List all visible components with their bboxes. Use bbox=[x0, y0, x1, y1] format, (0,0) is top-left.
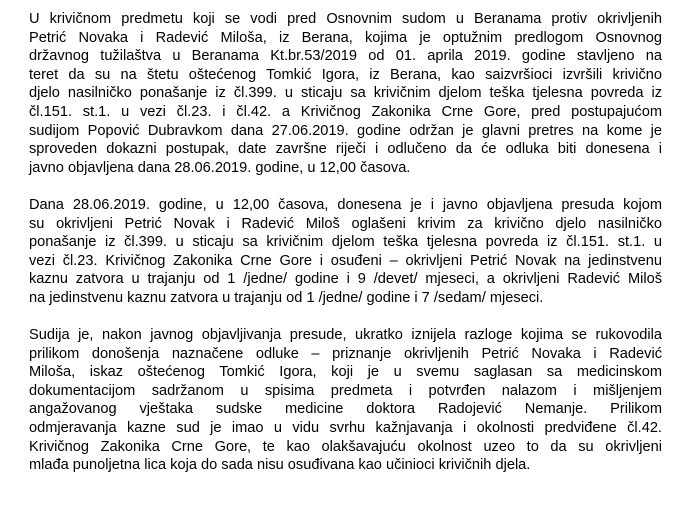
text-line: angažovanog vještaka sudske medicine doktora Radojević Nemanje. Prilikom bbox=[29, 401, 662, 418]
text-line: Krivičnog Zakonika Crne Gore, te kao olakšavajuću okolnost uzeo to da su okrivljeni bbox=[29, 438, 662, 455]
paragraph-reasoning bbox=[29, 326, 662, 475]
text-line: mlađa punoljetna lica koja do sada nisu osuđivana kao učinioci krivičnih djela. bbox=[29, 457, 531, 474]
text-line: kaznu zatvora u trajanju od 1 /jedne/ godine i 9 /devet/ mjeseci, a okrivljeni Radević Miloš bbox=[29, 271, 662, 288]
text-line: teret da su na štetu oštećenog Tomkić Igora, iz Berana, kao saizvršioci izvršili krivično bbox=[29, 66, 662, 83]
text-line: dokumentacijom sadržanom u spisima predmeta i potvrđen nalazom i mišljenjem bbox=[29, 382, 662, 399]
text-line: su okrivljeni Petrić Novak i Radević Miloš oglašeni krivim za krivično djelo nasilničko bbox=[29, 215, 662, 232]
text-line: državnog tužilaštva u Beranama Kt.br.53/2019 od 01. aprila 2019. godine stavljeno na bbox=[29, 48, 662, 65]
text-line: čl.151. st.1. u vezi čl.23. i čl.42. a Krivičnog Zakonika Crne Gore, pred postupajućom bbox=[29, 103, 662, 120]
document-body bbox=[29, 10, 662, 493]
text-line: ponašanje iz čl.399. u sticaju sa krivičnim djelom teška tjelesna povreda iz čl.151. st.1. u bbox=[29, 234, 662, 251]
text-line: odmjeravanja kazne sud je imao u vidu svrhu kažnjavanja i okolnosti predviđene čl.42. bbox=[29, 420, 662, 437]
text-line: na jedinstvenu kaznu zatvora u trajanju od 1 /jedne/ godine i 7 /sedam/ mjeseci. bbox=[29, 289, 544, 306]
text-line: Sudija je, nakon javnog objavljivanja presude, ukratko iznijela razloge kojima se rukovodila bbox=[29, 327, 662, 344]
text-line: prilikom donošenja naznačene odluke – priznanje okrivljenih Petrić Novaka i Radević bbox=[29, 345, 662, 362]
text-line: sudijom Popović Dubravkom dana 27.06.2019. godine održan je glavni pretres na kome je bbox=[29, 122, 662, 139]
text-line: Miloša, iskaz oštećenog Tomkić Igora, koji je u svemu saglasan sa medicinskom bbox=[29, 364, 662, 381]
text-line: Petrić Novaka i Radević Miloša, iz Berana, kojima je optužnim predlogom Osnovnog bbox=[29, 29, 662, 46]
text-line: sproveden dokazni postupak, date završne riječi i odlučeno da će odluka biti donesena i bbox=[29, 141, 662, 158]
paragraph-case-intro bbox=[29, 10, 662, 177]
text-line: javno objavljena dana 28.06.2019. godine, u 12,00 časova. bbox=[29, 159, 411, 176]
text-line: vezi čl.23. Krivičnog Zakonika Crne Gore i osuđeni – okrivljeni Petrić Novak na jedinstvenu bbox=[29, 252, 662, 269]
text-line: Dana 28.06.2019. godine, u 12,00 časova, donesena je i javno objavljena presuda kojom bbox=[29, 196, 662, 213]
paragraph-verdict bbox=[29, 196, 662, 308]
text-line: U krivičnom predmetu koji se vodi pred Osnovnim sudom u Beranama protiv okrivljenih bbox=[29, 11, 662, 27]
text-line: djelo nasilničko ponašanje iz čl.399. u sticaju sa krivičnim djelom teška tjelesna povreda iz bbox=[29, 85, 662, 102]
